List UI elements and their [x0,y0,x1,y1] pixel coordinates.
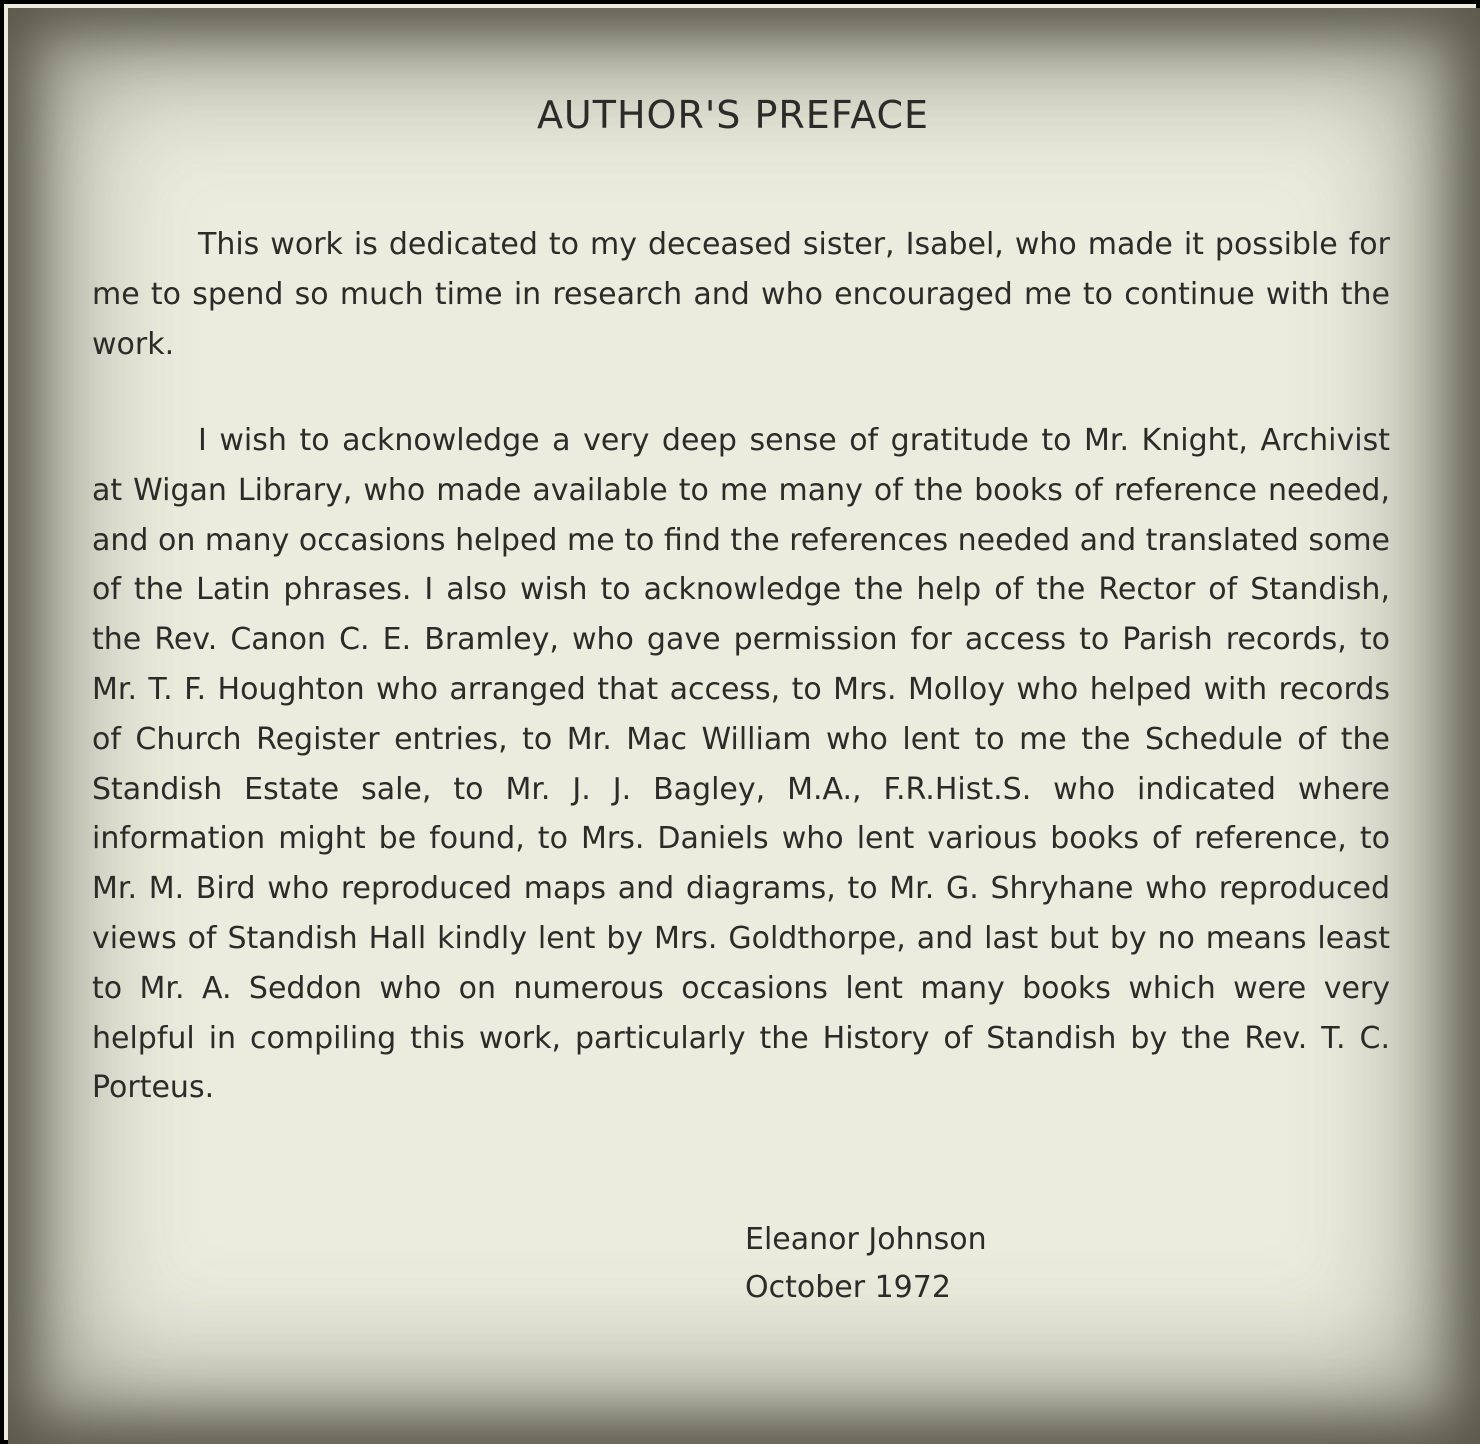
signature-date: October 1972 [745,1270,951,1305]
signature-name: Eleanor Johnson [745,1222,987,1257]
page-title: AUTHOR'S PREFACE [536,93,930,138]
dedication-paragraph: This work is dedicated to my deceased sister, Isabel, who made it possible for me to spend so much time in research and who encouraged me to continue with the work. [92,227,1390,362]
acknowledgements-paragraph: I wish to acknowledge a very deep sense of gratitude to Mr. Knight, Archivist at Wigan Library, who made available to me many of the books of reference needed, and on many occasions helped me to find the references needed and translated some of the Latin phrases. I also wish to acknowledge the help of the Rector of Standish, the Rev. Canon C. E. Bramley, who gave permission for access to Parish records, to Mr. T. F. Houghton who arranged that access, to Mrs. Molloy who helped with records of Church Register entries, to Mr. Mac William who lent to me the Schedule of the Standish Estate sale, to Mr. J. J. Bagley, M.A., F.R.Hist.S. who indicated where information might be found, to Mrs. Daniels who lent various books of reference, to Mr. M. Bird who reproduced maps and diagrams, to Mr. G. Shryhane who reproduced views of Standish Hall kindly lent by Mrs. Goldthorpe, and last but by no means least to Mr. A. Seddon who on numerous occasions lent many books which were very helpful in compiling this work, particularly the History of Standish by the Rev. T. C. Porteus. [92,423,1390,1106]
